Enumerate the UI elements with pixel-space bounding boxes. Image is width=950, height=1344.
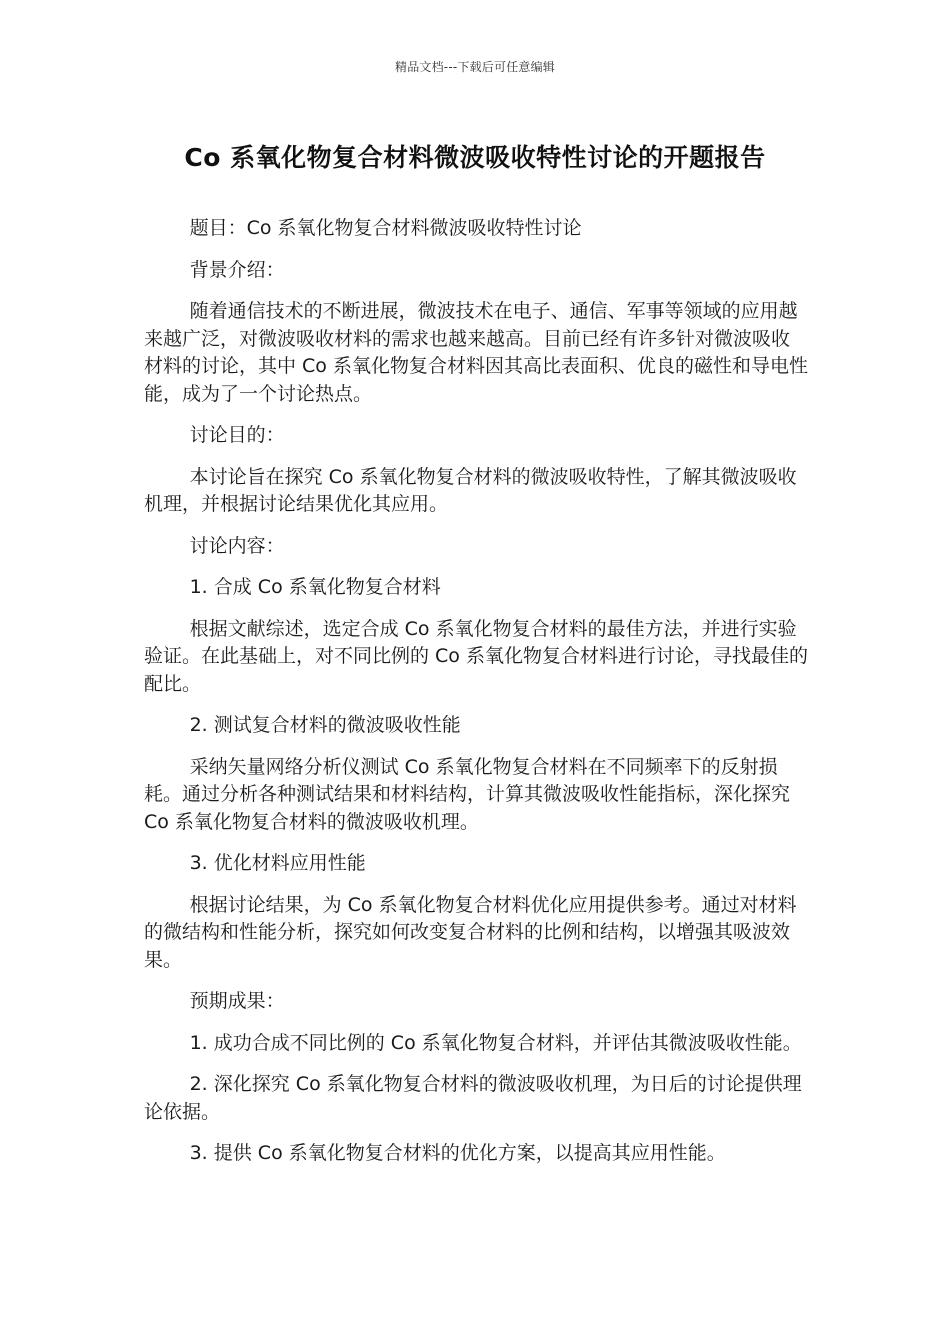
heading-expected-results: 预期成果： bbox=[189, 990, 285, 1012]
content-item-2-text: 采纳矢量网络分析仪测试 Co 系氧化物复合材料在不同频率下的反射损耗。通过分析各种测试结果和材料结构，计算其微波吸收性能指标，深化探究 Co 系氧化物复合材料的微波吸收机理。 bbox=[144, 755, 791, 833]
document-title: Co 系氧化物复合材料微波吸收特性讨论的开题报告 bbox=[184, 143, 766, 172]
content-item-3-title: 3. 优化材料应用性能 bbox=[189, 852, 366, 874]
result-item-3: 3. 提供 Co 系氧化物复合材料的优化方案，以提高其应用性能。 bbox=[189, 1142, 726, 1164]
document-body bbox=[144, 215, 808, 1182]
heading-content: 讨论内容： bbox=[189, 534, 285, 557]
content-item-2-title: 2. 测试复合材料的微波吸收性能 bbox=[189, 714, 461, 736]
content-item-3-text: 根据讨论结果，为 Co 系氧化物复合材料优化应用提供参考。通过对材料的微结构和性能分析，探究如何改变复合材料的比例和结构，以增强其吸波效果。 bbox=[144, 893, 797, 971]
header-note: 精品文档---下载后可任意编辑 bbox=[395, 60, 555, 74]
content-item-1-title: 1. 合成 Co 系氧化物复合材料 bbox=[189, 576, 441, 598]
paragraph-topic: 题目：Co 系氧化物复合材料微波吸收特性讨论 bbox=[189, 217, 582, 239]
paragraph-background: 随着通信技术的不断进展，微波技术在电子、通信、军事等领域的应用越来越广泛，对微波吸收材料的需求也越来越高。目前已经有许多针对微波吸收材料的讨论，其中 Co 系氧化物复合材料因其高比表面积、优良的磁性和导电性能，成为了一个讨论热点。 bbox=[144, 300, 808, 405]
result-item-2: 2. 深化探究 Co 系氧化物复合材料的微波吸收机理，为日后的讨论提供理论依据。 bbox=[144, 1073, 802, 1123]
heading-purpose: 讨论目的： bbox=[189, 424, 285, 446]
content-item-1-text: 根据文献综述，选定合成 Co 系氧化物复合材料的最佳方法，并进行实验验证。在此基础上，对不同比例的 Co 系氧化物复合材料进行讨论，寻找最佳的配比。 bbox=[144, 617, 808, 695]
heading-background: 背景介绍： bbox=[189, 258, 285, 281]
result-item-1: 1. 成功合成不同比例的 Co 系氧化物复合材料，并评估其微波吸收性能。 bbox=[189, 1031, 802, 1054]
paragraph-purpose: 本讨论旨在探究 Co 系氧化物复合材料的微波吸收特性，了解其微波吸收机理，并根据讨论结果优化其应用。 bbox=[144, 465, 797, 515]
